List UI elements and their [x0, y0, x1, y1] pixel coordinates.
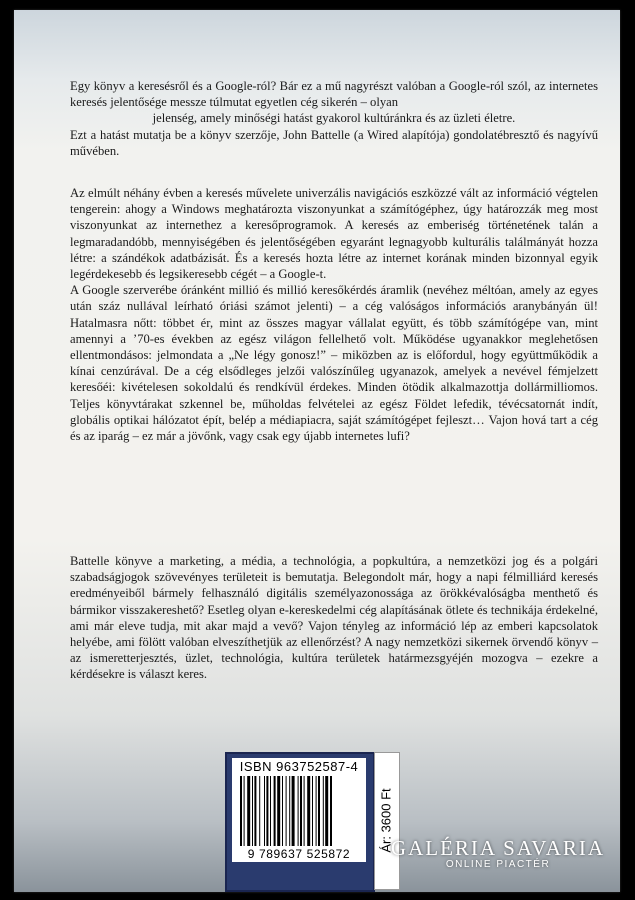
- blurb-main: [70, 185, 598, 444]
- blurb-main-para-1: Az elmúlt néhány évben a keresés művelete univerzális navigációs eszközzé vált az információ végtelen tengerein: ahogy a Windows meghatározta viszonyunkat a számítógéphez, úgy határozzák meg most viszonyunkat az internethez a keresőprogramok. A keresés az emberiség történetének talán a legmaradandóbb, mennyiségében és jelentőségében egyaránt legnagyobb kulturális találmányát hozza létre: a szándékok adatbázisát. És a keresés hozta létre az internet korának minden bizonnyal egyik legérdekesebb és legsikeresebb cégét – a Google-t.: [70, 186, 598, 282]
- isbn-label: ISBN 963752587-4: [239, 759, 359, 774]
- blurb-closing-para: Battelle könyve a marketing, a média, a technológia, a popkultúra, a nemzetközi jog és a polgári szabadságjogok szövevényes területeit is bemutatja. Belegondolt már, hogy a napi félmilliárd keresés eredményeiből bármely felhasználó digitális személyazonossága az örökkévalóságba menthető és bármikor visszakereshető? Esetleg olyan e-kereskedelmi cég alapításának ötlete és technikája érdekelné, ami már eleve tudja, mit akar majd a vevő? Vajon tényleg az információ lép az emberi kapcsolatok helyébe, ami fölött valóban elveszíthetjük az ellenőrzést? A nagy nemzetközi sikernek örvendő könyv – az ismeretterjesztés, üzlet, technológia, kultúra területek határmezsgyéjén mozogva – ezekre a kérdésekre is választ keres.: [70, 554, 598, 682]
- blurb-main-para-2: A Google szerverébe óránként millió és millió keresőkérdés áramlik (nevéhez méltóan, amely az egyes után száz nullával leírható óriási számot jelenti) – a cég valóságos információs aranybányán ül! Hatalmasra nőtt: többet ér, mint az összes magyar vállalat együtt, és több számítógépe van, mint amennyi a ’70-es években az egész világon fellelhető volt. Működése ugyanakkor meglehetősen ellentmondásos: jelmondata a „Ne légy gonosz!” – miközben az is előfordul, hogy együttműködik a kínai cenzúrával. De a cég elsődleges jelzői valószínűleg ugyanazok, amelyek a nevével fémjelzett keresőéi: kivételesen sokoldalú és rendkívül érdekes. Minden ötödik alkalmazottja dollármilliomos. Teljes könyvtárakat szkennel be, műholdas felvételei az egész Földet lefedik, tévécsatornát indít, globális optikai hálózatot épít, belép a médiapiacra, saját számítógépet fejleszt… Vajon hová tart a cég és az iparág – ez már a jövőnk, vagy csak egy újabb internetes lufi?: [70, 283, 598, 444]
- blurb-intro-line-3: Ezt a hatást mutatja be a könyv szerzője, John Battelle (a Wired alapítója) gondolatébresztő és nagyívű művében.: [70, 127, 598, 158]
- price-label: Ár: 3600 Ft: [378, 787, 394, 853]
- ean-number: 9 789637 525872: [247, 847, 351, 861]
- blurb-closing: [70, 553, 598, 683]
- blurb-intro: [70, 78, 598, 159]
- watermark-logo: [388, 836, 608, 870]
- watermark-main: GALÉRIA SAVARIA: [390, 836, 606, 860]
- blurb-intro-line-1: Egy könyv a keresésről és a Google-ról? Bár ez a mű nagyrészt valóban a Google-ról szól, az internetes keresés jelentősége messze túlmutat egyetlen cég sikerén – olyan: [70, 79, 598, 110]
- blurb-intro-line-2: jelenség, amely minőségi hatást gyakorol kultúránkra és az üzleti életre.: [152, 111, 516, 126]
- barcode-icon: [240, 776, 360, 846]
- watermark-sub: ONLINE PIACTÉR: [445, 859, 551, 870]
